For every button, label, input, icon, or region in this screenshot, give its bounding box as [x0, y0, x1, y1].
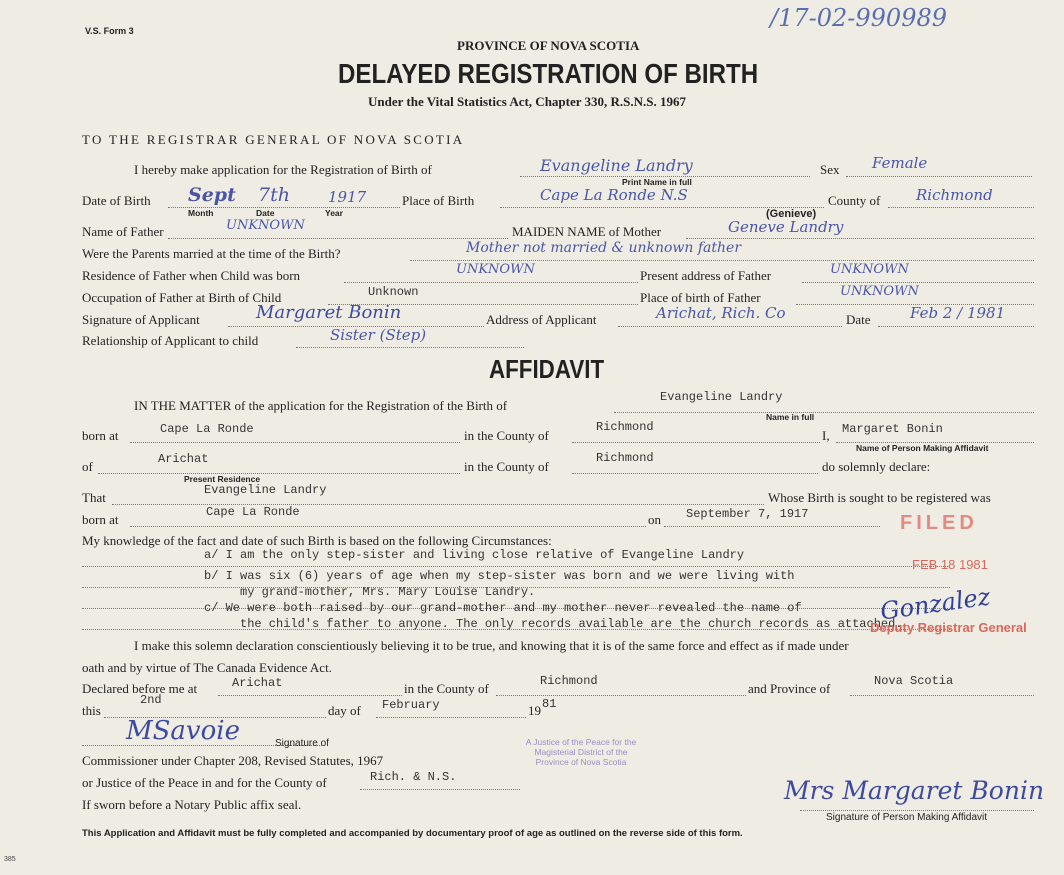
- father-pob-value: UNKNOWN: [840, 284, 919, 299]
- knowledge-label: My knowledge of the fact and date of such Birth is based on the following Circumstances:: [82, 533, 552, 548]
- justice-signature: MSavoie: [126, 716, 240, 746]
- commissioner-line: Commissioner under Chapter 208, Revised Statutes, 1967: [82, 753, 384, 768]
- sex-label: Sex: [820, 162, 840, 177]
- born-at-label-2: born at: [82, 512, 119, 527]
- whose-label: Whose Birth is sought to be registered was: [768, 490, 991, 505]
- deponent-note: Name of Person Making Affidavit: [856, 443, 989, 453]
- present-address-value: UNKNOWN: [830, 262, 909, 277]
- on-value: September 7, 1917: [686, 507, 809, 521]
- county-label-2: in the County of: [464, 428, 549, 443]
- i-label: I,: [822, 428, 830, 443]
- that-value: Evangeline Landry: [204, 483, 327, 497]
- county-label: County of: [828, 193, 881, 208]
- born-at-value: Cape La Ronde: [160, 422, 254, 436]
- pob-value: Cape La Ronde N.S: [540, 186, 688, 204]
- day-of-label: day of: [328, 703, 361, 718]
- declare-label: do solemnly declare:: [822, 459, 931, 474]
- deponent-signature: Mrs Margaret Bonin: [784, 776, 1045, 805]
- declared-label: Declared before me at: [82, 681, 198, 696]
- county-value-4: Richmond: [540, 674, 598, 688]
- year-note: Year: [325, 208, 343, 218]
- dob-year-value: 1917: [328, 188, 367, 206]
- dob-month-value: Sept: [188, 184, 236, 206]
- relationship-label: Relationship of Applicant to child: [82, 333, 259, 348]
- signature-of-label: Signature of: [275, 738, 329, 749]
- justice-stamp: A Justice of the Peace for the Magisterial District of the Province of Nova Scotia: [525, 737, 637, 767]
- declaration-line-1: I make this solemn declaration conscientiously believing it to be true, and knowing that it is of the same force and effect as if made under: [134, 638, 849, 653]
- born-at-label: born at: [82, 428, 119, 443]
- of-value: Arichat: [158, 452, 209, 466]
- county-value: Richmond: [916, 186, 993, 204]
- corner-code: 385: [4, 856, 16, 863]
- circumstance-a: a/ I am the only step-sister and living close relative of Evangeline Landry: [204, 548, 745, 562]
- date-value: Feb 2 / 1981: [910, 304, 1006, 322]
- circumstance-b: b/ I was six (6) years of age when my step-sister was born and we were living with: [204, 569, 795, 583]
- affidavit-title: AFFIDAVIT: [489, 354, 605, 384]
- filed-stamp: FILED: [900, 512, 978, 534]
- circumstance-b-cont: my grand-mother, Mrs. Mary Louise Landry.: [240, 585, 536, 599]
- footer-note: This Application and Affidavit must be fully completed and accompanied by documentary proof of age as outlined on the reverse side of this form.: [82, 828, 743, 839]
- county-label-4: in the County of: [404, 681, 489, 696]
- dob-label: Date of Birth: [82, 193, 151, 208]
- circumstance-c: c/ We were both raised by our grand-mother and my mother never revealed the name of: [204, 601, 802, 615]
- matter-label: IN THE MATTER of the application for the Registration of the Birth of: [134, 398, 508, 413]
- signature-label: Signature of Applicant: [82, 312, 200, 327]
- address-value: Arichat, Rich. Co: [656, 304, 786, 322]
- form-number: V.S. Form 3: [85, 26, 134, 36]
- deponent-value: Margaret Bonin: [842, 422, 943, 436]
- married-value: Mother not married & unknown father: [466, 240, 742, 256]
- this-label: this: [82, 703, 101, 718]
- mother-value: Geneve Landry: [728, 218, 844, 236]
- document-title: DELAYED REGISTRATION OF BIRTH: [338, 58, 759, 89]
- apply-label: I hereby make application for the Registration of Birth of: [134, 162, 432, 177]
- province-value: Nova Scotia: [874, 674, 954, 688]
- married-label: Were the Parents married at the time of the Birth?: [82, 246, 341, 261]
- name-full-note: Name in full: [766, 412, 815, 422]
- matter-name-value: Evangeline Landry: [660, 390, 783, 404]
- registration-number: /17-02-990989: [770, 4, 947, 32]
- province-label: and Province of: [748, 681, 831, 696]
- of-label: of: [82, 459, 93, 474]
- occupation-label: Occupation of Father at Birth of Child: [82, 290, 282, 305]
- justice-line: or Justice of the Peace in and for the County of: [82, 775, 327, 790]
- pob-label: Place of Birth: [402, 193, 475, 208]
- maiden-label: MAIDEN NAME of Mother: [512, 224, 662, 239]
- month-value: February: [382, 698, 440, 712]
- father-pob-label: Place of birth of Father: [640, 290, 761, 305]
- deputy-registrar-stamp: Deputy Registrar General: [870, 620, 1027, 635]
- date-note: Date: [256, 208, 275, 218]
- res-father-value: UNKNOWN: [456, 262, 535, 277]
- county-value-3: Richmond: [596, 451, 654, 465]
- year-value: 81: [542, 697, 557, 711]
- relationship-value: Sister (Step): [330, 326, 427, 344]
- to-registrar-line: TO THE REGISTRAR GENERAL OF NOVA SCOTIA: [82, 132, 465, 147]
- that-label: That: [82, 490, 106, 505]
- present-residence-note: Present Residence: [184, 474, 261, 484]
- print-name-note: Print Name in full: [622, 177, 692, 187]
- dob-day-value: 7th: [258, 184, 290, 206]
- circumstance-c-cont: the child's father to anyone. The only records available are the church records as attached.: [240, 617, 903, 631]
- father-label: Name of Father: [82, 224, 164, 239]
- day-value: 2nd: [140, 693, 162, 707]
- father-value: UNKNOWN: [226, 218, 305, 233]
- on-label: on: [648, 512, 661, 527]
- filed-date: FEB 18 1981: [912, 557, 988, 572]
- document-subtitle: Under the Vital Statistics Act, Chapter 330, R.S.N.S. 1967: [368, 94, 687, 109]
- county-label-3: in the County of: [464, 459, 549, 474]
- applicant-signature: Margaret Bonin: [256, 302, 402, 323]
- present-address-label: Present address of Father: [640, 268, 772, 283]
- sex-value: Female: [872, 154, 928, 172]
- declared-at-value: Arichat: [232, 676, 283, 690]
- province-heading: PROVINCE OF NOVA SCOTIA: [457, 38, 640, 53]
- res-father-label: Residence of Father when Child was born: [82, 268, 301, 283]
- justice-county-value: Rich. & N.S.: [370, 770, 457, 784]
- month-note: Month: [188, 208, 214, 218]
- notary-line: If sworn before a Notary Public affix seal.: [82, 797, 302, 812]
- registrar-signature: Gonzalez: [878, 582, 992, 626]
- address-label: Address of Applicant: [486, 312, 597, 327]
- year-prefix: 19: [528, 703, 541, 718]
- county-value-2: Richmond: [596, 420, 654, 434]
- occupation-value: Unknown: [368, 285, 419, 299]
- declaration-line-2: oath and by virtue of The Canada Evidence Act.: [82, 660, 332, 675]
- date-label: Date: [846, 312, 871, 327]
- child-name-value: Evangeline Landry: [540, 156, 693, 175]
- mother-name-correction: (Genieve): [766, 208, 817, 220]
- born-at-value-2: Cape La Ronde: [206, 505, 300, 519]
- deponent-signature-note: Signature of Person Making Affidavit: [826, 812, 988, 823]
